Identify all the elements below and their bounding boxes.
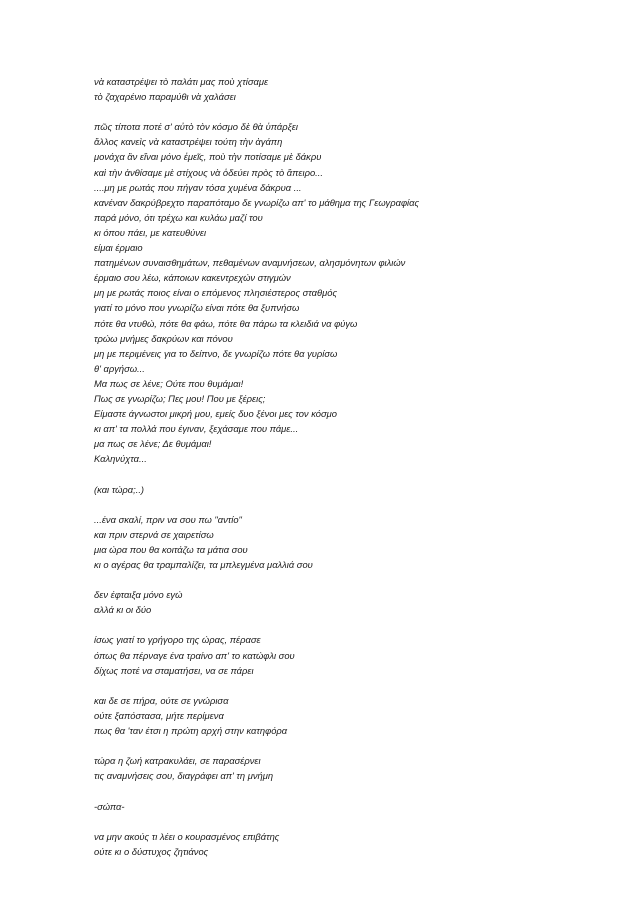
poem-line: Πως σε γνωρίζω; Πες μου! Που με ξέρεις; (94, 392, 266, 404)
stanza-7 (94, 693, 598, 738)
poem-line: τὸ ζαχαρένιο παραμύθι νὰ χαλάσει (94, 91, 236, 103)
poem-line: τώρα η ζωή κατρακυλάει, σε παρασέρνει (94, 755, 261, 767)
poem-line: ούτε ξαπόστασα, μήτε περίμενα (94, 709, 224, 721)
poem-line: είμαι έρμαιο (94, 242, 143, 254)
stanza-2 (94, 119, 598, 466)
stanza-gap (94, 814, 598, 829)
stanza-5 (94, 587, 598, 617)
poem-line: κι ο αγέρας θα τραμπαλίζει, τα μπλεγμένα μαλλιά σου (94, 559, 313, 570)
poem-line: -σώπα- (94, 800, 125, 812)
poem-line: κανέναν δακρύβρεχτο παραπόταμο δε γνωρίζω απ' το μάθημα της Γεωγραφίας (94, 196, 420, 208)
poem-line: δίχως ποτέ να σταματήσει, να σε πάρει (94, 664, 254, 676)
stanza-gap (94, 466, 598, 481)
poem-line: γιατί το μόνο που γνωρίζω είναι πότε θα ξυπνήσω (94, 302, 300, 314)
poem-line: θ' αργήσω... (94, 362, 145, 374)
poem-line: πατημένων συναισθημάτων, πεθαμένων αναμνήσεων, αλησμόνητων φιλιών (94, 257, 406, 269)
poem-line: ούτε κι ο δύστυχος ζητιάνος (94, 845, 209, 857)
poem-line: και δε σε πήρα, ούτε σε γνώρισα (94, 694, 229, 706)
poem-line: μια ώρα που θα κοιτάζω τα μάτια σου (94, 543, 248, 555)
stanza-4 (94, 512, 598, 572)
poem-line: μη με περιμένεις για το δείπνο, δε γνωρίζω πότε θα γυρίσω (94, 347, 338, 359)
poem-line: μα πως σε λένε; Δε θυμάμαι! (94, 438, 212, 450)
poem-line: έρμαιο σου λέω, κάποιων κακεντρεχών στιγμών (94, 272, 291, 284)
stanza-10 (94, 829, 598, 859)
poem-line: νὰ καταστρέψει τὸ παλάτι μας ποὺ χτίσαμε (94, 76, 269, 87)
stanza-8 (94, 753, 598, 783)
stanza-gap (94, 497, 598, 512)
poem-line: αλλά κι οι δύο (94, 604, 152, 616)
poem-line: παρά μόνο, ότι τρέχω και κυλάω μαζί του (94, 211, 263, 223)
stanza-1 (94, 74, 598, 104)
poem-line: ἄλλος κανεὶς νὰ καταστρέψει τούτη τὴν ἀγάπη (94, 136, 283, 148)
poem-line: μονάχα ἂν εἴναι μόνο ἐμεῖς, ποὺ τὴν ποτίσαμε μὲ δάκρυ (94, 151, 322, 163)
stanza-gap (94, 783, 598, 798)
poem-line: (και τώρα;..) (94, 483, 145, 495)
poem-line: και πριν στερνά σε χαιρετίσω (94, 528, 214, 540)
poem-line: πῶς τίποτα ποτέ σ' αὐτὸ τὸν κόσμο δὲ θὰ ὑπάρξει (94, 121, 299, 133)
poem-line: Καληνύχτα... (94, 453, 147, 465)
stanza-gap (94, 738, 598, 753)
poem-line: Μα πως σε λένε; Ούτε που θυμάμαι! (94, 377, 244, 389)
poem-line: κι απ' τα πολλά που έγιναν, ξεχάσαμε που πάμε... (94, 423, 299, 435)
poem-line: κι όπου πάει, με κατευθύνει (94, 226, 207, 238)
stanza-gap (94, 572, 598, 587)
poem-line: τις αναμνήσεις σου, διαγράφει απ' τη μνήμη (94, 770, 274, 782)
poem-line: δεν έφταιξα μόνο εγώ (94, 589, 183, 601)
stanza-gap (94, 104, 598, 119)
poem-line: πότε θα ντυθώ, πότε θα φάω, πότε θα πάρω τα κλειδιά να φύγω (94, 317, 358, 329)
poem-line: μη με ρωτάς ποιος είναι ο επόμενος πλησιέστερος σταθμός (94, 287, 338, 299)
stanza-6 (94, 632, 598, 677)
stanza-9 (94, 799, 598, 814)
poem-line: πως θα 'ταν έτσι η πρώτη αρχή στην κατηφόρα (94, 725, 288, 737)
poem-line: όπως θα πέρναγε ένα τραίνο απ' το κατώφλι σου (94, 649, 295, 661)
stanza-3 (94, 482, 598, 497)
poem-line: ...ένα σκαλί, πριν να σου πω "αντίο" (94, 513, 242, 525)
poem-line: τρώω μνήμες δακρύων και πόνου (94, 332, 233, 344)
poem-line: καὶ τὴν ἀνθίσαμε μὲ στίχους νὰ ὁδεύει πρὸς τὸ ἄπειρο... (94, 166, 323, 178)
stanza-gap (94, 678, 598, 693)
poem-line: ίσως γιατί το γρήγορο της ώρας, πέρασε (94, 634, 261, 646)
poem-line: ....μη με ρωτάς που πήγαν τόσα χυμένα δάκρυα ... (94, 181, 302, 193)
poem-line: να μην ακούς τι λέει ο κουρασμένος επιβάτης (94, 830, 280, 842)
poem-line: Είμαστε άγνωστοι μικρή μου, εμείς δυο ξένοι μες τον κόσμο (94, 408, 337, 420)
stanza-gap (94, 617, 598, 632)
